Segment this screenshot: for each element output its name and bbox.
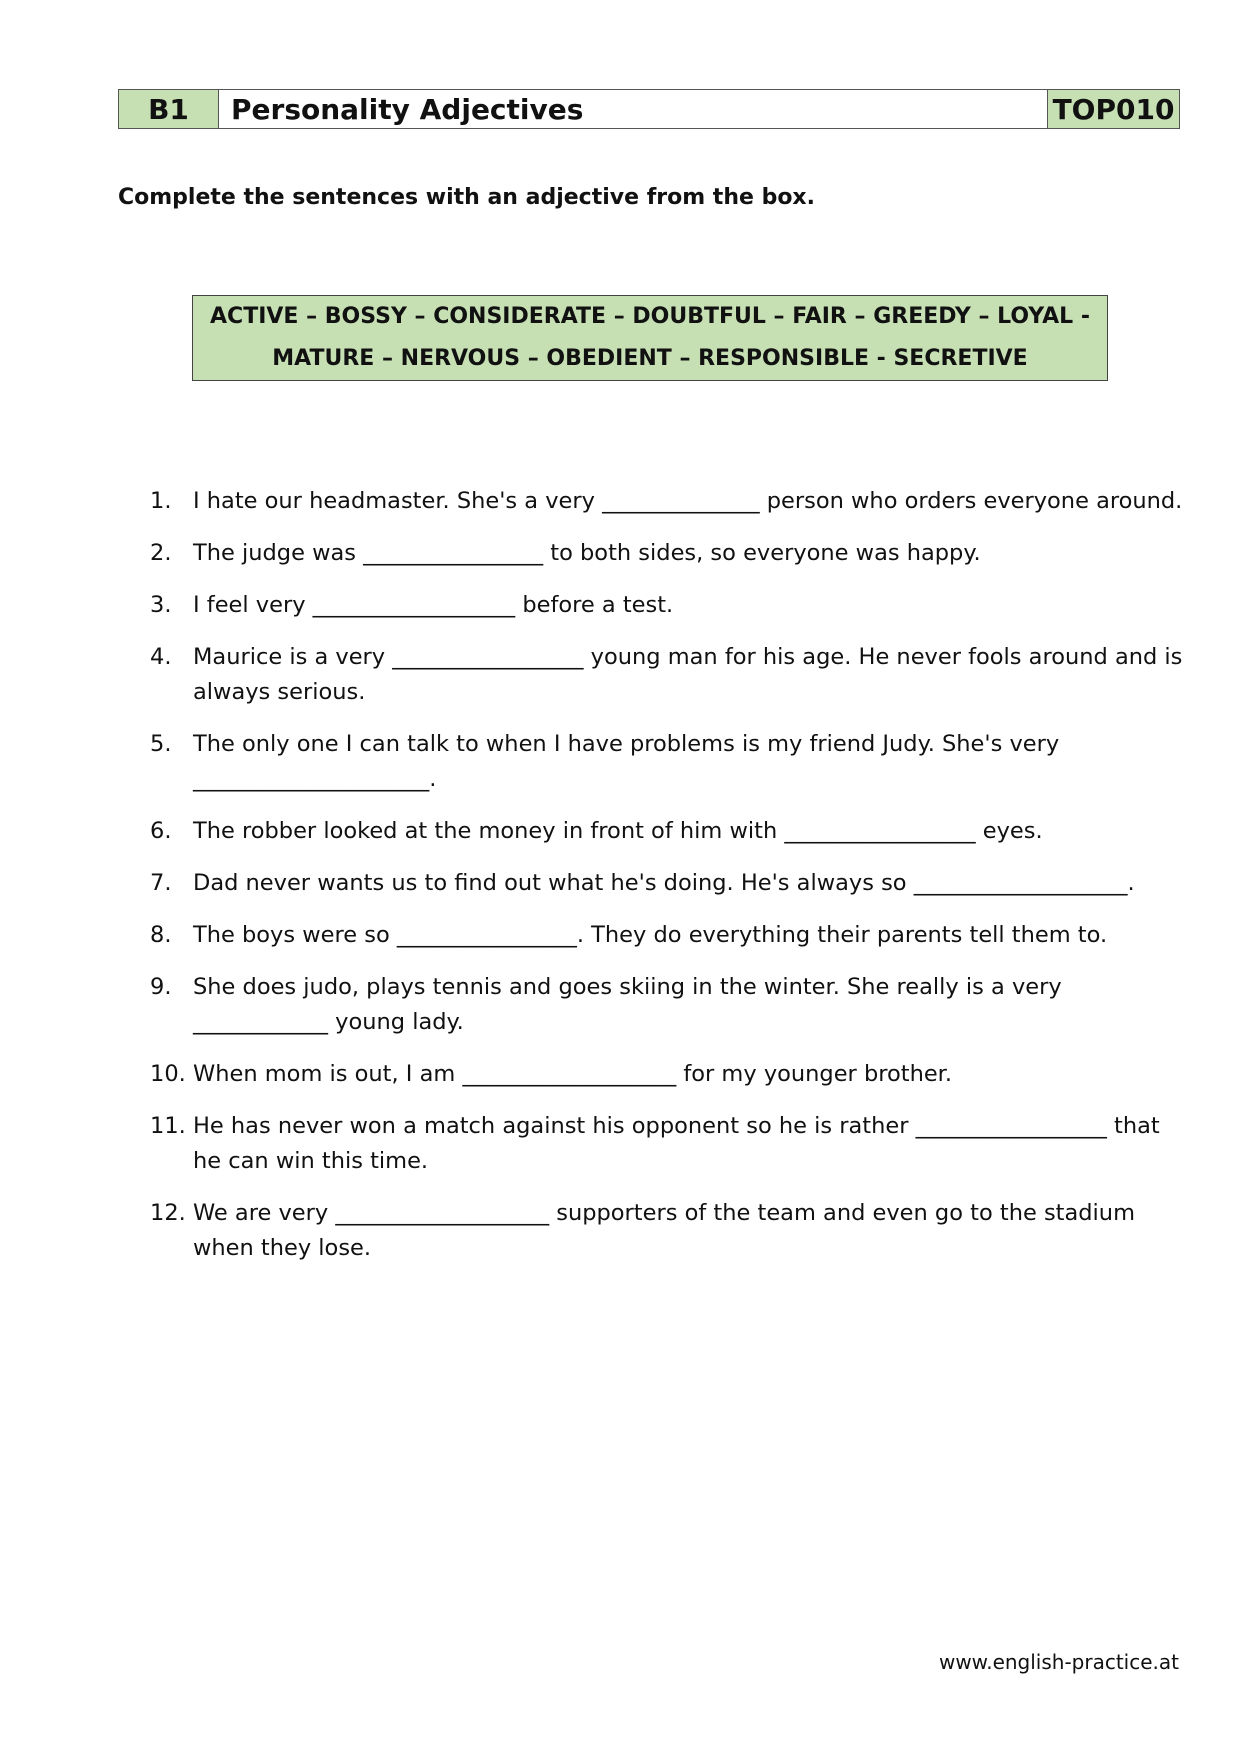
- exercise-number: 8.: [150, 922, 172, 948]
- exercise-item: [150, 918, 1185, 953]
- exercise-item: [150, 536, 1185, 571]
- instruction-text: Complete the sentences with an adjective from the box.: [118, 185, 815, 210]
- exercise-item: [150, 814, 1185, 849]
- exercise-number: 4.: [150, 644, 172, 670]
- exercise-number: 7.: [150, 870, 172, 896]
- exercise-number: 10.: [150, 1061, 186, 1087]
- exercise-sentence: I hate our headmaster. She's a very ______________ person who orders everyone around.: [193, 488, 1183, 514]
- exercise-number: 9.: [150, 974, 172, 1000]
- exercise-number: 1.: [150, 488, 172, 514]
- exercise-sentence: The boys were so ________________. They do everything their parents tell them to.: [193, 922, 1108, 948]
- exercise-sentence: She does judo, plays tennis and goes skiing in the winter. She really is a very ____________ young lady.: [193, 974, 1062, 1035]
- exercise-item: [150, 727, 1185, 797]
- exercise-item: [150, 588, 1185, 623]
- exercise-sentence: I feel very __________________ before a test.: [193, 592, 674, 618]
- worksheet-code: TOP010: [1047, 90, 1179, 128]
- exercise-item: [150, 866, 1185, 901]
- exercise-sentence: The judge was ________________ to both sides, so everyone was happy.: [193, 540, 981, 566]
- level-label: B1: [119, 90, 219, 128]
- exercise-number: 5.: [150, 731, 172, 757]
- exercise-sentence: The only one I can talk to when I have problems is my friend Judy. She's very _____________________.: [193, 731, 1060, 792]
- exercise-list: [150, 484, 1185, 1283]
- worksheet-header: [118, 89, 1180, 129]
- footer-url: www.english-practice.at: [938, 1650, 1179, 1674]
- exercise-item: [150, 1109, 1185, 1179]
- exercise-item: [150, 970, 1185, 1040]
- exercise-item: [150, 1196, 1185, 1266]
- word-box-line-1: ACTIVE – BOSSY – CONSIDERATE – DOUBTFUL – FAIR – GREEDY – LOYAL -: [210, 304, 1090, 329]
- exercise-number: 12.: [150, 1200, 186, 1226]
- exercise-sentence: He has never won a match against his opponent so he is rather _________________ that he can win this time.: [193, 1113, 1160, 1174]
- exercise-item: [150, 640, 1185, 710]
- exercise-number: 3.: [150, 592, 172, 618]
- exercise-sentence: Dad never wants us to find out what he's doing. He's always so ___________________.: [193, 870, 1135, 896]
- exercise-number: 6.: [150, 818, 172, 844]
- exercise-sentence: When mom is out, I am ___________________ for my younger brother.: [193, 1061, 953, 1087]
- exercise-number: 2.: [150, 540, 172, 566]
- worksheet-title: Personality Adjectives: [219, 90, 1047, 128]
- exercise-number: 11.: [150, 1113, 186, 1139]
- word-box: [192, 295, 1108, 381]
- exercise-sentence: We are very ___________________ supporters of the team and even go to the stadium when they lose.: [193, 1200, 1135, 1261]
- exercise-sentence: Maurice is a very _________________ young man for his age. He never fools around and is always serious.: [193, 644, 1183, 705]
- exercise-item: [150, 1057, 1185, 1092]
- word-box-line-2: MATURE – NERVOUS – OBEDIENT – RESPONSIBLE - SECRETIVE: [272, 346, 1028, 371]
- exercise-item: [150, 484, 1185, 519]
- exercise-sentence: The robber looked at the money in front of him with _________________ eyes.: [193, 818, 1043, 844]
